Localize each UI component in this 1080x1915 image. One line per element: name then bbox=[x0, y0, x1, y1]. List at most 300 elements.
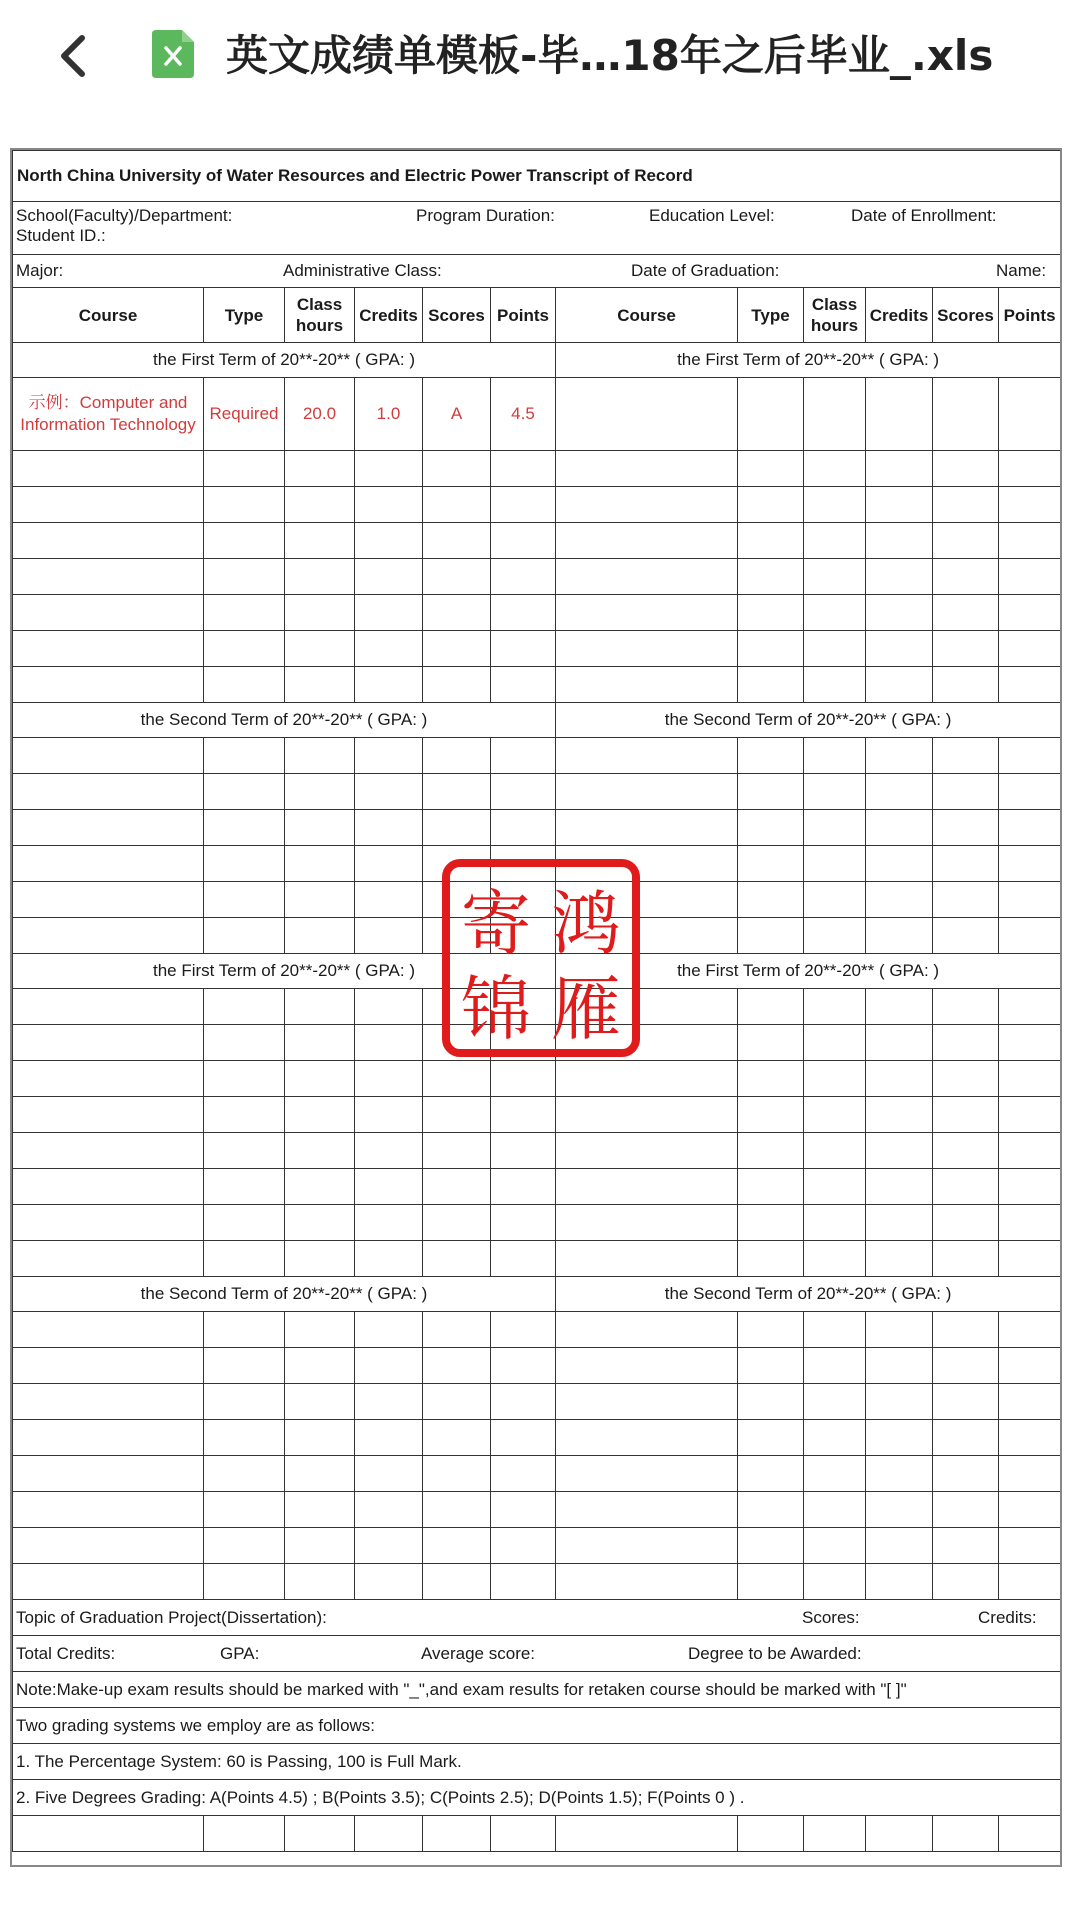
cell[interactable] bbox=[355, 1816, 423, 1852]
cell[interactable] bbox=[13, 667, 204, 703]
cell[interactable] bbox=[804, 1384, 866, 1420]
cell[interactable] bbox=[285, 1456, 355, 1492]
example-points[interactable]: 4.5 bbox=[491, 378, 556, 451]
cell[interactable] bbox=[423, 1564, 491, 1600]
cell[interactable] bbox=[933, 523, 999, 559]
cell[interactable] bbox=[285, 810, 355, 846]
cell[interactable] bbox=[285, 631, 355, 667]
cell[interactable] bbox=[13, 487, 204, 523]
cell[interactable] bbox=[866, 738, 933, 774]
cell[interactable] bbox=[491, 631, 556, 667]
cell[interactable] bbox=[556, 882, 738, 918]
cell[interactable] bbox=[999, 667, 1061, 703]
cell[interactable] bbox=[738, 774, 804, 810]
cell[interactable] bbox=[866, 1420, 933, 1456]
cell[interactable] bbox=[999, 1348, 1061, 1384]
cell[interactable] bbox=[556, 1528, 738, 1564]
cell[interactable] bbox=[999, 1312, 1061, 1348]
cell[interactable] bbox=[804, 1025, 866, 1061]
cell[interactable] bbox=[204, 1025, 285, 1061]
cell[interactable] bbox=[285, 1061, 355, 1097]
cell[interactable] bbox=[804, 810, 866, 846]
cell[interactable] bbox=[999, 918, 1061, 954]
cell[interactable] bbox=[13, 1025, 204, 1061]
cell[interactable] bbox=[804, 451, 866, 487]
cell[interactable] bbox=[804, 774, 866, 810]
cell[interactable] bbox=[556, 1133, 738, 1169]
cell[interactable] bbox=[204, 1456, 285, 1492]
cell[interactable] bbox=[355, 523, 423, 559]
cell[interactable] bbox=[556, 667, 738, 703]
cell[interactable] bbox=[13, 1384, 204, 1420]
cell[interactable] bbox=[738, 1097, 804, 1133]
cell[interactable] bbox=[738, 1420, 804, 1456]
cell[interactable] bbox=[13, 810, 204, 846]
cell[interactable] bbox=[491, 595, 556, 631]
cell[interactable] bbox=[556, 1456, 738, 1492]
cell[interactable] bbox=[204, 1241, 285, 1277]
cell[interactable] bbox=[933, 1205, 999, 1241]
cell[interactable] bbox=[999, 1025, 1061, 1061]
cell[interactable] bbox=[13, 882, 204, 918]
cell[interactable] bbox=[13, 523, 204, 559]
cell[interactable] bbox=[491, 1564, 556, 1600]
cell[interactable] bbox=[355, 1025, 423, 1061]
cell[interactable] bbox=[556, 1492, 738, 1528]
example-type[interactable]: Required bbox=[204, 378, 285, 451]
cell[interactable] bbox=[556, 989, 738, 1025]
cell[interactable] bbox=[738, 631, 804, 667]
cell[interactable] bbox=[933, 1169, 999, 1205]
cell[interactable] bbox=[423, 1061, 491, 1097]
cell[interactable] bbox=[285, 1528, 355, 1564]
cell[interactable] bbox=[866, 1564, 933, 1600]
cell[interactable] bbox=[804, 1492, 866, 1528]
cell[interactable] bbox=[866, 774, 933, 810]
cell[interactable] bbox=[933, 1816, 999, 1852]
cell[interactable] bbox=[933, 378, 999, 451]
cell[interactable] bbox=[738, 810, 804, 846]
cell[interactable] bbox=[738, 1133, 804, 1169]
back-button[interactable] bbox=[48, 24, 96, 88]
cell[interactable] bbox=[13, 1564, 204, 1600]
cell[interactable] bbox=[355, 487, 423, 523]
cell[interactable] bbox=[423, 631, 491, 667]
cell[interactable] bbox=[355, 846, 423, 882]
cell[interactable] bbox=[738, 378, 804, 451]
cell[interactable] bbox=[355, 1528, 423, 1564]
cell[interactable] bbox=[933, 1133, 999, 1169]
cell[interactable] bbox=[204, 1205, 285, 1241]
cell[interactable] bbox=[738, 882, 804, 918]
cell[interactable] bbox=[933, 1312, 999, 1348]
cell[interactable] bbox=[866, 559, 933, 595]
cell[interactable] bbox=[738, 1348, 804, 1384]
cell[interactable] bbox=[866, 918, 933, 954]
cell[interactable] bbox=[999, 378, 1061, 451]
cell[interactable] bbox=[491, 1133, 556, 1169]
cell[interactable] bbox=[423, 918, 491, 954]
cell[interactable] bbox=[933, 1348, 999, 1384]
cell[interactable] bbox=[933, 882, 999, 918]
cell[interactable] bbox=[866, 1816, 933, 1852]
cell[interactable] bbox=[999, 1097, 1061, 1133]
cell[interactable] bbox=[355, 1061, 423, 1097]
cell[interactable] bbox=[285, 1025, 355, 1061]
cell[interactable] bbox=[804, 918, 866, 954]
cell[interactable] bbox=[285, 667, 355, 703]
cell[interactable] bbox=[285, 559, 355, 595]
cell[interactable] bbox=[556, 774, 738, 810]
cell[interactable] bbox=[738, 1384, 804, 1420]
cell[interactable] bbox=[355, 1312, 423, 1348]
cell[interactable] bbox=[866, 1025, 933, 1061]
cell[interactable] bbox=[999, 559, 1061, 595]
cell[interactable] bbox=[556, 810, 738, 846]
cell[interactable] bbox=[423, 1348, 491, 1384]
cell[interactable] bbox=[204, 1348, 285, 1384]
cell[interactable] bbox=[933, 774, 999, 810]
cell[interactable] bbox=[556, 846, 738, 882]
cell[interactable] bbox=[738, 559, 804, 595]
cell[interactable] bbox=[556, 378, 738, 451]
cell[interactable] bbox=[423, 1241, 491, 1277]
cell[interactable] bbox=[204, 1384, 285, 1420]
cell[interactable] bbox=[491, 918, 556, 954]
cell[interactable] bbox=[491, 523, 556, 559]
cell[interactable] bbox=[204, 1169, 285, 1205]
cell[interactable] bbox=[804, 1456, 866, 1492]
cell[interactable] bbox=[999, 774, 1061, 810]
cell[interactable] bbox=[285, 1420, 355, 1456]
cell[interactable] bbox=[491, 1025, 556, 1061]
cell[interactable] bbox=[866, 1097, 933, 1133]
cell[interactable] bbox=[13, 1133, 204, 1169]
cell[interactable] bbox=[933, 487, 999, 523]
cell[interactable] bbox=[204, 1564, 285, 1600]
cell[interactable] bbox=[999, 1384, 1061, 1420]
cell[interactable] bbox=[804, 1564, 866, 1600]
cell[interactable] bbox=[491, 1456, 556, 1492]
cell[interactable] bbox=[491, 1528, 556, 1564]
cell[interactable] bbox=[355, 559, 423, 595]
cell[interactable] bbox=[804, 667, 866, 703]
cell[interactable] bbox=[933, 667, 999, 703]
cell[interactable] bbox=[738, 667, 804, 703]
cell[interactable] bbox=[13, 1097, 204, 1133]
cell[interactable] bbox=[204, 487, 285, 523]
cell[interactable] bbox=[556, 595, 738, 631]
cell[interactable] bbox=[423, 882, 491, 918]
cell[interactable] bbox=[804, 1816, 866, 1852]
cell[interactable] bbox=[423, 559, 491, 595]
cell[interactable] bbox=[285, 738, 355, 774]
cell[interactable] bbox=[204, 595, 285, 631]
cell[interactable] bbox=[556, 1169, 738, 1205]
cell[interactable] bbox=[866, 378, 933, 451]
cell[interactable] bbox=[804, 1205, 866, 1241]
cell[interactable] bbox=[285, 989, 355, 1025]
cell[interactable] bbox=[866, 487, 933, 523]
cell[interactable] bbox=[285, 487, 355, 523]
cell[interactable] bbox=[738, 595, 804, 631]
cell[interactable] bbox=[933, 1456, 999, 1492]
cell[interactable] bbox=[204, 810, 285, 846]
cell[interactable] bbox=[13, 918, 204, 954]
cell[interactable] bbox=[999, 882, 1061, 918]
cell[interactable] bbox=[423, 846, 491, 882]
cell[interactable] bbox=[285, 1241, 355, 1277]
cell[interactable] bbox=[556, 1241, 738, 1277]
cell[interactable] bbox=[491, 1384, 556, 1420]
cell[interactable] bbox=[804, 1133, 866, 1169]
cell[interactable] bbox=[423, 1816, 491, 1852]
cell[interactable] bbox=[355, 1097, 423, 1133]
cell[interactable] bbox=[804, 1241, 866, 1277]
cell[interactable] bbox=[355, 1241, 423, 1277]
cell[interactable] bbox=[423, 1312, 491, 1348]
cell[interactable] bbox=[556, 1420, 738, 1456]
cell[interactable] bbox=[866, 631, 933, 667]
cell[interactable] bbox=[13, 1348, 204, 1384]
cell[interactable] bbox=[933, 1061, 999, 1097]
cell[interactable] bbox=[804, 1420, 866, 1456]
cell[interactable] bbox=[491, 1061, 556, 1097]
cell[interactable] bbox=[204, 1133, 285, 1169]
cell[interactable] bbox=[738, 846, 804, 882]
cell[interactable] bbox=[804, 846, 866, 882]
cell[interactable] bbox=[804, 378, 866, 451]
cell[interactable] bbox=[999, 487, 1061, 523]
cell[interactable] bbox=[355, 451, 423, 487]
cell[interactable] bbox=[738, 451, 804, 487]
cell[interactable] bbox=[738, 1564, 804, 1600]
cell[interactable] bbox=[355, 1384, 423, 1420]
cell[interactable] bbox=[999, 1528, 1061, 1564]
cell[interactable] bbox=[204, 1312, 285, 1348]
cell[interactable] bbox=[355, 810, 423, 846]
cell[interactable] bbox=[285, 1816, 355, 1852]
example-credits[interactable]: 1.0 bbox=[355, 378, 423, 451]
example-course[interactable]: 示例：Computer and Information Technology bbox=[13, 378, 204, 451]
cell[interactable] bbox=[933, 1025, 999, 1061]
cell[interactable] bbox=[204, 1061, 285, 1097]
cell[interactable] bbox=[999, 1205, 1061, 1241]
cell[interactable] bbox=[285, 774, 355, 810]
cell[interactable] bbox=[866, 595, 933, 631]
cell[interactable] bbox=[556, 1384, 738, 1420]
cell[interactable] bbox=[355, 918, 423, 954]
cell[interactable] bbox=[285, 846, 355, 882]
cell[interactable] bbox=[933, 451, 999, 487]
cell[interactable] bbox=[933, 1097, 999, 1133]
cell[interactable] bbox=[866, 1492, 933, 1528]
cell[interactable] bbox=[355, 1492, 423, 1528]
cell[interactable] bbox=[355, 989, 423, 1025]
cell[interactable] bbox=[285, 1348, 355, 1384]
cell[interactable] bbox=[204, 667, 285, 703]
cell[interactable] bbox=[204, 989, 285, 1025]
cell[interactable] bbox=[866, 523, 933, 559]
cell[interactable] bbox=[556, 1097, 738, 1133]
cell[interactable] bbox=[804, 595, 866, 631]
cell[interactable] bbox=[738, 989, 804, 1025]
cell[interactable] bbox=[204, 631, 285, 667]
cell[interactable] bbox=[355, 1420, 423, 1456]
cell[interactable] bbox=[204, 882, 285, 918]
cell[interactable] bbox=[355, 631, 423, 667]
cell[interactable] bbox=[491, 882, 556, 918]
cell[interactable] bbox=[204, 1528, 285, 1564]
example-class-hours[interactable]: 20.0 bbox=[285, 378, 355, 451]
cell[interactable] bbox=[933, 1492, 999, 1528]
cell[interactable] bbox=[999, 1564, 1061, 1600]
cell[interactable] bbox=[491, 738, 556, 774]
cell[interactable] bbox=[204, 451, 285, 487]
cell[interactable] bbox=[355, 1456, 423, 1492]
cell[interactable] bbox=[355, 1133, 423, 1169]
cell[interactable] bbox=[933, 1564, 999, 1600]
cell[interactable] bbox=[556, 1348, 738, 1384]
cell[interactable] bbox=[556, 738, 738, 774]
cell[interactable] bbox=[355, 595, 423, 631]
cell[interactable] bbox=[13, 595, 204, 631]
cell[interactable] bbox=[423, 1528, 491, 1564]
cell[interactable] bbox=[556, 1025, 738, 1061]
cell[interactable] bbox=[423, 1133, 491, 1169]
cell[interactable] bbox=[423, 810, 491, 846]
cell[interactable] bbox=[556, 559, 738, 595]
cell[interactable] bbox=[866, 667, 933, 703]
cell[interactable] bbox=[999, 1816, 1061, 1852]
cell[interactable] bbox=[491, 667, 556, 703]
cell[interactable] bbox=[13, 738, 204, 774]
cell[interactable] bbox=[804, 1312, 866, 1348]
cell[interactable] bbox=[423, 667, 491, 703]
cell[interactable] bbox=[491, 1420, 556, 1456]
cell[interactable] bbox=[933, 1528, 999, 1564]
cell[interactable] bbox=[556, 918, 738, 954]
cell[interactable] bbox=[866, 451, 933, 487]
cell[interactable] bbox=[285, 1205, 355, 1241]
cell[interactable] bbox=[13, 1169, 204, 1205]
cell[interactable] bbox=[866, 1169, 933, 1205]
cell[interactable] bbox=[738, 1456, 804, 1492]
cell[interactable] bbox=[423, 595, 491, 631]
cell[interactable] bbox=[933, 1420, 999, 1456]
cell[interactable] bbox=[13, 989, 204, 1025]
cell[interactable] bbox=[556, 631, 738, 667]
cell[interactable] bbox=[491, 487, 556, 523]
cell[interactable] bbox=[285, 1169, 355, 1205]
cell[interactable] bbox=[999, 1169, 1061, 1205]
cell[interactable] bbox=[866, 1456, 933, 1492]
cell[interactable] bbox=[204, 774, 285, 810]
cell[interactable] bbox=[999, 810, 1061, 846]
cell[interactable] bbox=[285, 1492, 355, 1528]
cell[interactable] bbox=[738, 1169, 804, 1205]
cell[interactable] bbox=[423, 1097, 491, 1133]
cell[interactable] bbox=[423, 1025, 491, 1061]
cell[interactable] bbox=[804, 1528, 866, 1564]
cell[interactable] bbox=[866, 1384, 933, 1420]
cell[interactable] bbox=[999, 523, 1061, 559]
cell[interactable] bbox=[556, 487, 738, 523]
cell[interactable] bbox=[933, 559, 999, 595]
cell[interactable] bbox=[204, 523, 285, 559]
cell[interactable] bbox=[355, 1169, 423, 1205]
cell[interactable] bbox=[738, 487, 804, 523]
cell[interactable] bbox=[13, 1241, 204, 1277]
cell[interactable] bbox=[933, 810, 999, 846]
cell[interactable] bbox=[13, 1420, 204, 1456]
cell[interactable] bbox=[13, 451, 204, 487]
cell[interactable] bbox=[204, 738, 285, 774]
cell[interactable] bbox=[13, 774, 204, 810]
cell[interactable] bbox=[491, 810, 556, 846]
cell[interactable] bbox=[804, 487, 866, 523]
cell[interactable] bbox=[738, 1492, 804, 1528]
example-scores[interactable]: A bbox=[423, 378, 491, 451]
cell[interactable] bbox=[866, 1133, 933, 1169]
cell[interactable] bbox=[13, 1061, 204, 1097]
cell[interactable] bbox=[804, 738, 866, 774]
cell[interactable] bbox=[491, 1205, 556, 1241]
cell[interactable] bbox=[738, 738, 804, 774]
cell[interactable] bbox=[491, 1348, 556, 1384]
cell[interactable] bbox=[738, 918, 804, 954]
cell[interactable] bbox=[355, 882, 423, 918]
cell[interactable] bbox=[556, 1816, 738, 1852]
cell[interactable] bbox=[423, 1492, 491, 1528]
cell[interactable] bbox=[933, 631, 999, 667]
cell[interactable] bbox=[804, 1348, 866, 1384]
cell[interactable] bbox=[866, 1348, 933, 1384]
cell[interactable] bbox=[491, 1312, 556, 1348]
cell[interactable] bbox=[866, 1061, 933, 1097]
cell[interactable] bbox=[13, 559, 204, 595]
cell[interactable] bbox=[556, 451, 738, 487]
cell[interactable] bbox=[285, 882, 355, 918]
cell[interactable] bbox=[999, 451, 1061, 487]
cell[interactable] bbox=[933, 738, 999, 774]
cell[interactable] bbox=[999, 1492, 1061, 1528]
cell[interactable] bbox=[866, 1241, 933, 1277]
cell[interactable] bbox=[204, 918, 285, 954]
cell[interactable] bbox=[738, 1205, 804, 1241]
cell[interactable] bbox=[355, 774, 423, 810]
cell[interactable] bbox=[804, 559, 866, 595]
cell[interactable] bbox=[285, 1133, 355, 1169]
cell[interactable] bbox=[999, 846, 1061, 882]
cell[interactable] bbox=[804, 1169, 866, 1205]
cell[interactable] bbox=[13, 846, 204, 882]
cell[interactable] bbox=[13, 1492, 204, 1528]
cell[interactable] bbox=[491, 451, 556, 487]
cell[interactable] bbox=[13, 1312, 204, 1348]
cell[interactable] bbox=[999, 1133, 1061, 1169]
cell[interactable] bbox=[999, 1456, 1061, 1492]
cell[interactable] bbox=[933, 989, 999, 1025]
cell[interactable] bbox=[999, 1061, 1061, 1097]
cell[interactable] bbox=[804, 1097, 866, 1133]
cell[interactable] bbox=[423, 1169, 491, 1205]
cell[interactable] bbox=[933, 595, 999, 631]
cell[interactable] bbox=[556, 1061, 738, 1097]
cell[interactable] bbox=[999, 1241, 1061, 1277]
cell[interactable] bbox=[491, 1169, 556, 1205]
cell[interactable] bbox=[556, 1564, 738, 1600]
